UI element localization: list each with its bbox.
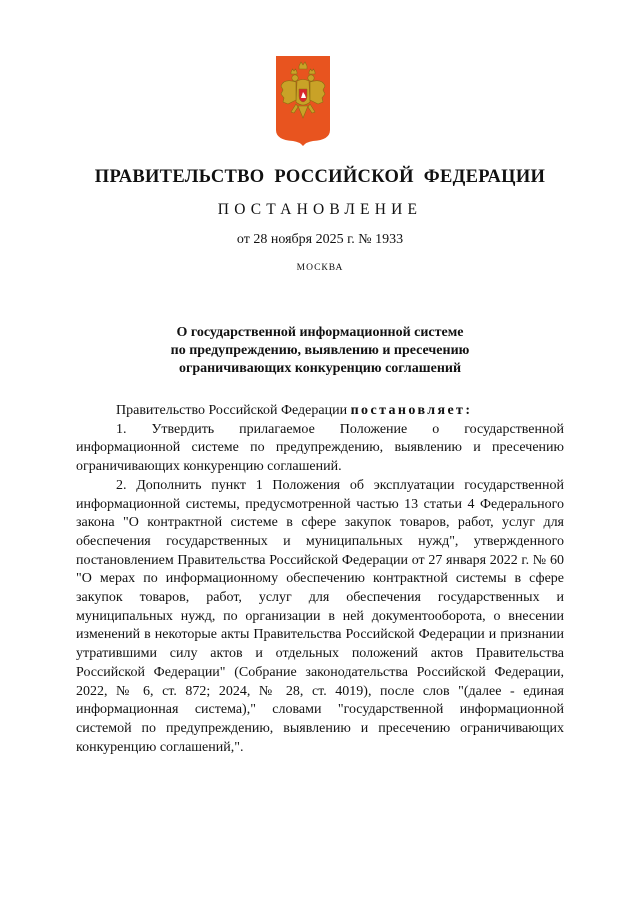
- intro-text: Правительство Российской Федерации: [116, 403, 351, 418]
- document-type: ПОСТАНОВЛЕНИЕ: [217, 201, 423, 218]
- resolves-word: постановляет:: [350, 403, 473, 418]
- title-line: О государственной информационной системе: [176, 325, 464, 340]
- paragraph-2: 2. Дополнить пункт 1 Положения об эксплуатации государственной информационной системы, предусмотренной частью 13 статьи 4 Федерального закона "О контрактной системе в сфере закупок товаров, работ, услуг для обеспечения государственных и муниципальных нужд", утвержденного постановлением Правительства Российской Федерации от 27 января 2022 г. № 60 "О мерах по информационному обеспечению контрактной системы в сфере закупок товаров, работ, услуг для обеспечения государственных и муниципальных нужд, по организации в ней документооборота, о внесении изменений в некоторые акты Правительства Российской Федерации и признании утратившими силу актов и отдельных положений актов Правительства Российской Федерации" (Собрание законодательства Российской Федерации, 2022, № 6, ст. 872; 2024, № 28, ст. 4019), после слов "(далее - единая информационная система)," словами "государственной информационной системой по предупреждению, выявлению и пресечению ограничивающих конкуренцию соглашений,".: [76, 477, 564, 755]
- title-line: ограничивающих конкуренцию соглашений: [178, 361, 462, 376]
- issue-city: МОСКВА: [296, 263, 344, 273]
- coat-of-arms-icon: [276, 56, 330, 146]
- coat-of-arms-emblem: [276, 56, 330, 146]
- document-body: [76, 402, 564, 757]
- document-date-number: от 28 ноября 2025 г. № 1933: [236, 232, 404, 247]
- title-line: по предупреждению, выявлению и пресечению: [170, 343, 470, 358]
- government-heading: ПРАВИТЕЛЬСТВО РОССИЙСКОЙ ФЕДЕРАЦИИ: [94, 167, 546, 187]
- document-title: [110, 324, 530, 378]
- intro-paragraph: [76, 402, 564, 421]
- paragraph-1: 1. Утвердить прилагаемое Положение о государственной информационной системе по предупреждению, выявлению и пресечению ограничивающих конкуренцию соглашений.: [76, 421, 564, 475]
